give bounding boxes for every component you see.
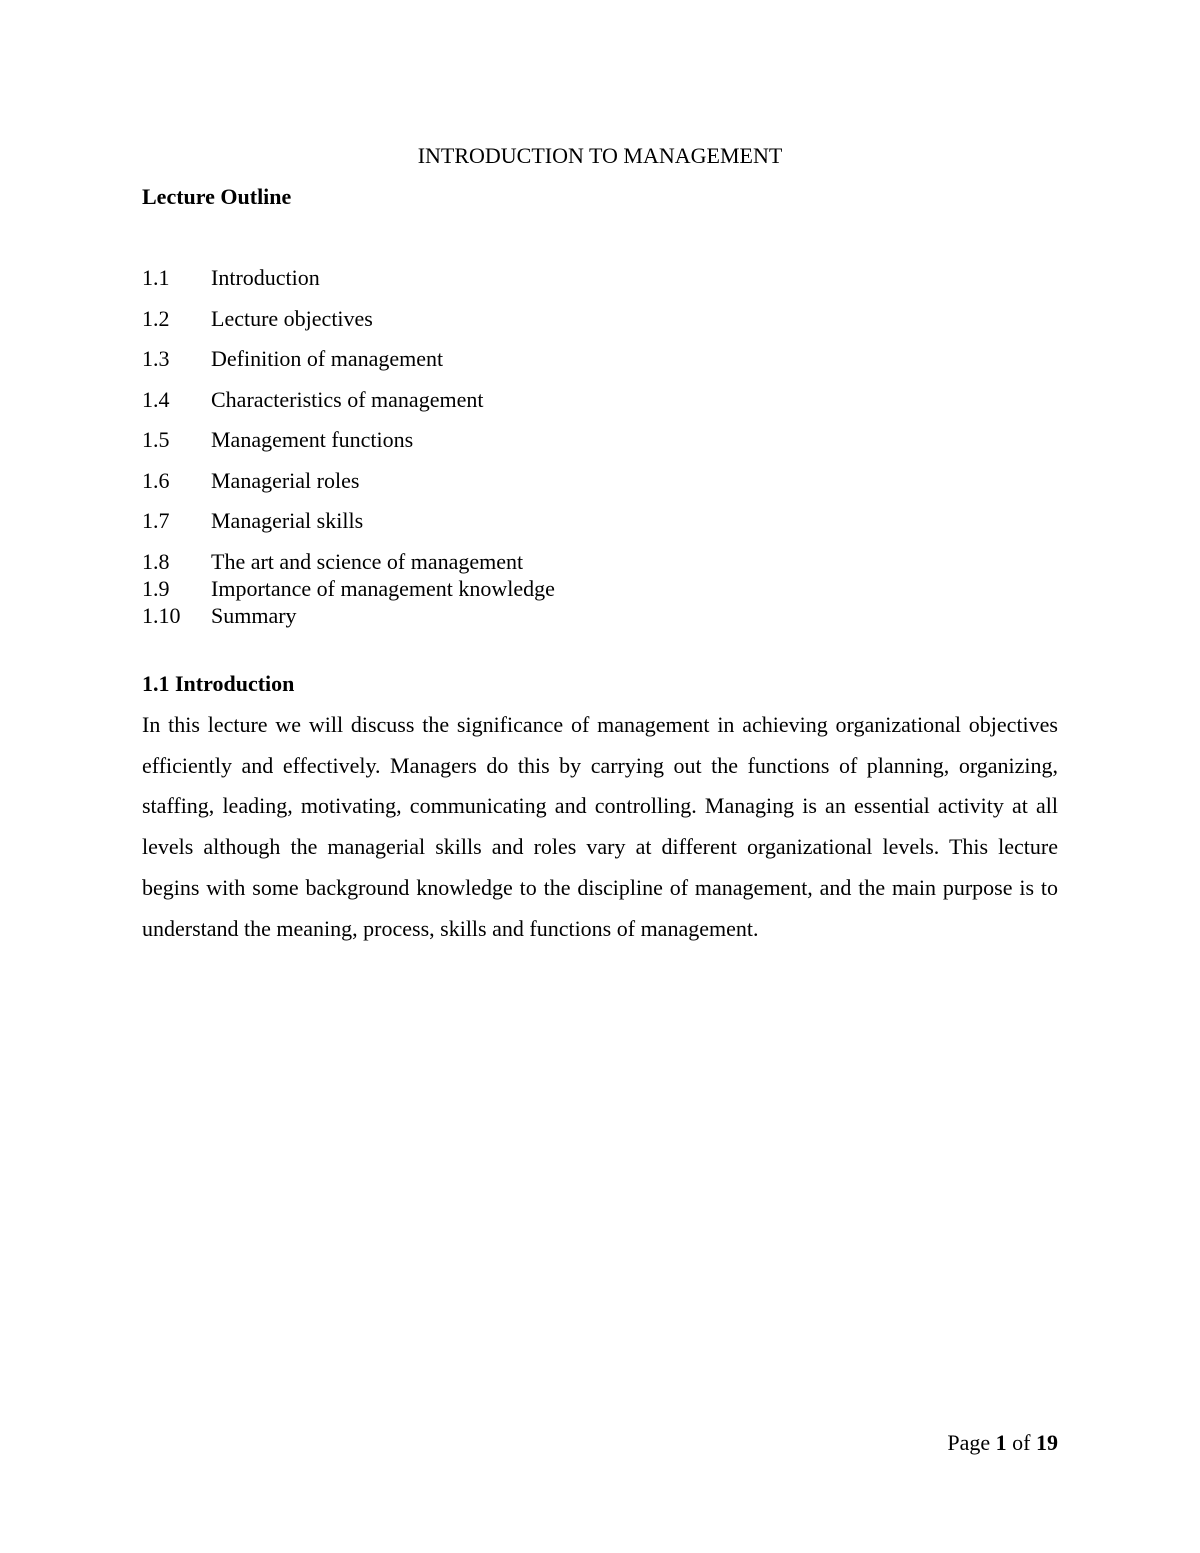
total-pages-number: 19 [1036, 1430, 1058, 1455]
outline-item [142, 425, 413, 455]
outline-item [142, 263, 320, 293]
section-body-paragraph: In this lecture we will discuss the significance of management in achieving organizational objectives efficiently and effectively. Managers do this by carrying out the functions of planning, organizing, staffing, leading, motivating, communicating and controlling. Managing is an essential activity at all levels although the managerial skills and roles vary at different organizational levels. This lecture begins with some background knowledge to the discipline of management, and the main purpose is to understand the meaning, process, skills and functions of management. [142, 712, 1058, 941]
outline-item [142, 466, 359, 496]
outline-item-number: 1.9 [142, 576, 170, 601]
outline-item-label: Introduction [211, 265, 320, 290]
outline-item [142, 574, 555, 604]
outline-item-label: Summary [211, 603, 297, 628]
outline-item [142, 385, 483, 415]
outline-item-label: Importance of management knowledge [211, 576, 555, 601]
outline-item [142, 506, 363, 536]
outline-heading: Lecture Outline [142, 184, 292, 209]
outline-item-label: Management functions [211, 427, 414, 452]
outline-item-label: Characteristics of management [211, 387, 484, 412]
outline-item-label: Managerial skills [211, 508, 364, 533]
outline-item-label: Managerial roles [211, 468, 360, 493]
page-number-footer [947, 1428, 1058, 1458]
outline-item [142, 601, 297, 631]
outline-item-number: 1.6 [142, 468, 170, 493]
outline-item [142, 547, 523, 577]
outline-item-number: 1.1 [142, 265, 170, 290]
current-page-number: 1 [995, 1430, 1007, 1455]
outline-item-label: Definition of management [211, 346, 444, 371]
outline-item-number: 1.4 [142, 387, 170, 412]
outline-item-number: 1.7 [142, 508, 170, 533]
outline-item-label: Lecture objectives [211, 306, 373, 331]
section-heading: 1.1 Introduction [142, 671, 295, 696]
page-word: Page [947, 1430, 991, 1455]
outline-item [142, 304, 373, 334]
outline-item-number: 1.5 [142, 427, 170, 452]
document-title: INTRODUCTION TO MANAGEMENT [417, 143, 783, 168]
outline-item-number: 1.2 [142, 306, 170, 331]
outline-item-number: 1.3 [142, 346, 170, 371]
of-word: of [1012, 1430, 1031, 1455]
outline-item-number: 1.8 [142, 549, 170, 574]
outline-item-number: 1.10 [142, 603, 181, 628]
outline-item [142, 344, 443, 374]
outline-item-label: The art and science of management [211, 549, 524, 574]
